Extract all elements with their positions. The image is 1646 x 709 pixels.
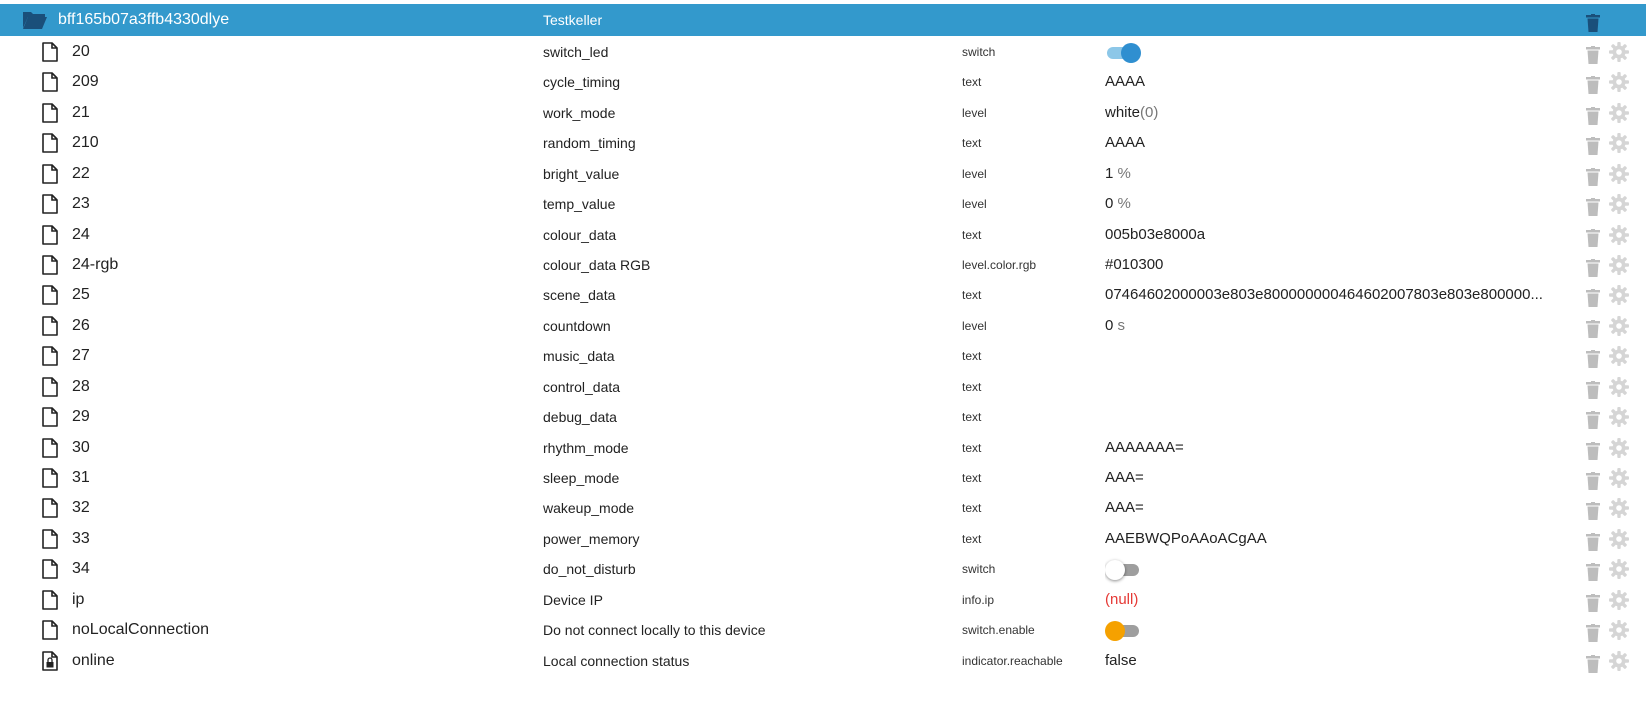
- gear-icon[interactable]: [1609, 255, 1629, 281]
- row-actions: [1584, 66, 1634, 98]
- state-id: 27: [72, 347, 90, 365]
- trash-icon[interactable]: [1586, 227, 1600, 251]
- trash-icon[interactable]: [1586, 561, 1600, 585]
- state-value[interactable]: [1105, 432, 1565, 464]
- state-name: bright_value: [543, 165, 620, 182]
- state-id: 25: [72, 286, 90, 304]
- state-row[interactable]: [0, 36, 1646, 68]
- folder-name: Testkeller: [543, 12, 603, 28]
- state-name: colour_data RGB: [543, 257, 651, 273]
- trash-icon[interactable]: [1586, 318, 1600, 342]
- state-id: 26: [72, 316, 90, 334]
- gear-icon[interactable]: [1609, 225, 1629, 251]
- trash-icon[interactable]: [1586, 12, 1600, 36]
- gear-icon[interactable]: [1609, 438, 1629, 464]
- value-text: 0: [1105, 316, 1114, 334]
- state-name: colour_data: [543, 226, 617, 243]
- state-role: text: [962, 410, 982, 425]
- value-unit: %: [1113, 164, 1131, 182]
- state-id: 31: [72, 469, 90, 487]
- state-value[interactable]: [1105, 219, 1565, 251]
- trash-icon[interactable]: [1586, 105, 1600, 129]
- state-role: text: [962, 440, 982, 455]
- file-icon: [42, 371, 60, 403]
- trash-icon[interactable]: [1586, 287, 1600, 311]
- state-id: 33: [72, 529, 90, 547]
- state-value[interactable]: [1105, 401, 1565, 433]
- state-role: level: [962, 197, 987, 212]
- file-icon: [42, 340, 60, 372]
- toggle-knob: [1105, 560, 1125, 580]
- value-text: #010300: [1105, 256, 1164, 273]
- trash-icon[interactable]: [1586, 622, 1600, 646]
- state-role: level: [962, 318, 987, 333]
- toggle-knob: [1121, 43, 1141, 63]
- state-role: text: [962, 501, 982, 516]
- gear-icon[interactable]: [1609, 164, 1629, 190]
- file-icon: [42, 432, 60, 464]
- file-icon: [42, 97, 60, 129]
- state-value[interactable]: [1105, 492, 1565, 524]
- state-name: rhythm_mode: [543, 439, 629, 456]
- state-row[interactable]: [0, 127, 1646, 159]
- state-name: random_timing: [543, 135, 636, 152]
- state-value[interactable]: [1105, 66, 1565, 98]
- state-role: text: [962, 227, 982, 242]
- file-icon: [42, 401, 60, 433]
- state-role: switch.enable: [962, 623, 1035, 638]
- state-row[interactable]: [0, 340, 1646, 372]
- state-id: 24: [72, 225, 90, 243]
- value-text: AAEBWQPoAAoACgAA: [1105, 529, 1267, 547]
- value-text: false: [1105, 651, 1137, 669]
- row-actions: [1584, 188, 1634, 220]
- file-icon: [42, 219, 60, 251]
- state-role: level.color.rgb: [962, 258, 1037, 272]
- state-id: 29: [72, 408, 90, 426]
- trash-icon[interactable]: [1586, 348, 1600, 372]
- value-unit: (0): [1140, 103, 1159, 121]
- gear-icon[interactable]: [1609, 620, 1629, 646]
- gear-icon[interactable]: [1609, 103, 1629, 129]
- state-name: temp_value: [543, 196, 616, 213]
- state-id: 32: [72, 499, 90, 517]
- state-role: info.ip: [962, 592, 995, 607]
- state-name: countdown: [543, 317, 611, 334]
- state-id: 20: [72, 43, 90, 60]
- state-value[interactable]: [1105, 279, 1565, 311]
- state-role: indicator.reachable: [962, 653, 1063, 668]
- file-icon: [42, 127, 60, 159]
- state-row[interactable]: [0, 584, 1646, 616]
- gear-icon[interactable]: [1609, 468, 1629, 494]
- row-actions: [1584, 401, 1634, 433]
- gear-icon[interactable]: [1609, 559, 1629, 585]
- file-icon: [42, 523, 60, 555]
- file-icon: [42, 553, 60, 585]
- file-icon: [42, 279, 60, 311]
- row-actions: [1584, 310, 1634, 342]
- state-value[interactable]: [1105, 36, 1565, 68]
- state-row[interactable]: [0, 553, 1646, 585]
- trash-icon[interactable]: [1586, 440, 1600, 464]
- row-actions: [1584, 279, 1634, 311]
- locked-file-icon: [42, 645, 60, 677]
- gear-icon[interactable]: [1609, 590, 1629, 616]
- gear-icon[interactable]: [1609, 285, 1629, 311]
- row-actions: [1584, 249, 1634, 281]
- row-actions: [1584, 127, 1634, 159]
- row-actions: [1584, 158, 1634, 190]
- state-row[interactable]: [0, 249, 1646, 281]
- state-name: wakeup_mode: [543, 500, 635, 517]
- state-value[interactable]: [1105, 371, 1565, 403]
- state-value[interactable]: [1105, 614, 1565, 646]
- state-row[interactable]: [0, 97, 1646, 129]
- row-actions: [1584, 340, 1634, 372]
- row-actions: [1584, 36, 1634, 68]
- row-actions: [1584, 492, 1634, 524]
- state-row[interactable]: [0, 462, 1646, 494]
- trash-icon[interactable]: [1586, 196, 1600, 220]
- state-row[interactable]: [0, 66, 1646, 98]
- state-row[interactable]: [0, 310, 1646, 342]
- state-row[interactable]: [0, 523, 1646, 555]
- value-text: 0: [1105, 195, 1114, 213]
- gear-icon[interactable]: [1609, 133, 1629, 159]
- state-value[interactable]: [1105, 310, 1565, 342]
- state-name: sleep_mode: [543, 470, 620, 487]
- state-role: switch: [962, 562, 996, 577]
- state-value[interactable]: [1105, 188, 1565, 220]
- state-row[interactable]: [0, 158, 1646, 190]
- state-id: ip: [72, 590, 85, 608]
- state-row[interactable]: [0, 645, 1646, 677]
- gear-icon[interactable]: [1609, 72, 1629, 98]
- toggle-switch[interactable]: [1105, 44, 1139, 60]
- value-text: AAAA: [1105, 73, 1146, 91]
- value-text: white: [1105, 103, 1141, 121]
- gear-icon[interactable]: [1609, 498, 1629, 524]
- state-role: switch: [962, 45, 996, 59]
- state-name: cycle_timing: [543, 74, 621, 91]
- state-row[interactable]: [0, 432, 1646, 464]
- gear-icon[interactable]: [1609, 42, 1629, 68]
- row-actions: [1584, 614, 1634, 646]
- row-actions: [1584, 371, 1634, 403]
- value-text: 005b03e8000a: [1105, 225, 1206, 243]
- state-row[interactable]: [0, 219, 1646, 251]
- toggle-switch[interactable]: [1105, 622, 1139, 638]
- trash-icon[interactable]: [1586, 470, 1600, 494]
- state-value[interactable]: [1105, 158, 1565, 190]
- value-text: 1: [1105, 164, 1114, 182]
- state-row[interactable]: [0, 371, 1646, 403]
- trash-icon[interactable]: [1586, 592, 1600, 616]
- file-icon: [42, 249, 60, 281]
- row-actions: [1584, 432, 1634, 464]
- file-icon: [42, 36, 60, 68]
- state-role: text: [962, 531, 982, 546]
- state-role: text: [962, 379, 982, 394]
- value-unit: %: [1113, 195, 1131, 213]
- folder-open-icon[interactable]: [22, 4, 50, 36]
- state-role: level: [962, 166, 987, 181]
- state-id: noLocalConnection: [72, 621, 209, 639]
- row-actions: [1584, 97, 1634, 129]
- value-text: AAAAAAA=: [1105, 438, 1184, 456]
- trash-icon[interactable]: [1586, 379, 1600, 403]
- trash-icon[interactable]: [1586, 653, 1600, 677]
- state-name: work_mode: [543, 104, 616, 121]
- state-name: control_data: [543, 378, 621, 395]
- value-text: 07464602000003e803e800000000464602007803e803e800000...: [1105, 286, 1543, 304]
- state-role: text: [962, 349, 982, 364]
- state-value[interactable]: [1105, 340, 1565, 372]
- row-actions: [1584, 645, 1634, 677]
- state-id: 22: [72, 164, 90, 182]
- row-actions: [1584, 523, 1634, 555]
- state-id: online: [72, 651, 115, 669]
- folder-id: bff165b07a3ffb4330dlye: [58, 11, 230, 28]
- file-icon: [42, 492, 60, 524]
- gear-icon[interactable]: [1609, 407, 1629, 433]
- state-name: music_data: [543, 348, 615, 365]
- gear-icon[interactable]: [1609, 651, 1629, 677]
- state-name: Local connection status: [543, 652, 690, 669]
- value-text: AAAA: [1105, 134, 1146, 152]
- gear-icon[interactable]: [1609, 377, 1629, 403]
- trash-icon[interactable]: [1586, 409, 1600, 433]
- file-icon: [42, 66, 60, 98]
- gear-icon[interactable]: [1609, 529, 1629, 555]
- state-row[interactable]: [0, 492, 1646, 524]
- file-icon: [42, 310, 60, 342]
- value-unit: s: [1113, 316, 1126, 334]
- toggle-switch[interactable]: [1105, 561, 1139, 577]
- trash-icon[interactable]: [1586, 166, 1600, 190]
- row-actions: [1584, 462, 1634, 494]
- state-name: debug_data: [543, 409, 617, 426]
- state-role: text: [962, 136, 982, 151]
- state-row[interactable]: [0, 279, 1646, 311]
- trash-icon[interactable]: [1586, 531, 1600, 555]
- state-id: 30: [72, 438, 90, 456]
- state-id: 28: [72, 377, 90, 395]
- file-icon: [42, 614, 60, 646]
- state-role: text: [962, 75, 982, 90]
- state-value[interactable]: [1105, 97, 1565, 129]
- state-name: do_not_disturb: [543, 561, 636, 578]
- trash-icon[interactable]: [1586, 74, 1600, 98]
- state-row[interactable]: [0, 614, 1646, 646]
- state-row[interactable]: [0, 401, 1646, 433]
- state-id: 21: [72, 103, 90, 121]
- row-actions: [1584, 219, 1634, 251]
- state-id: 209: [72, 73, 99, 91]
- gear-icon[interactable]: [1609, 346, 1629, 372]
- state-name: Do not connect locally to this device: [543, 622, 766, 639]
- state-id: 34: [72, 560, 90, 578]
- folder-actions: [1584, 4, 1634, 36]
- state-role: level: [962, 105, 987, 120]
- file-icon: [42, 188, 60, 220]
- row-actions: [1584, 553, 1634, 585]
- trash-icon[interactable]: [1586, 500, 1600, 524]
- state-id: 24-rgb: [72, 256, 119, 273]
- value-text: (null): [1105, 590, 1139, 608]
- value-text: AAA=: [1105, 499, 1144, 517]
- state-name: power_memory: [543, 530, 640, 547]
- state-id: 210: [72, 134, 99, 152]
- trash-icon[interactable]: [1586, 44, 1600, 68]
- state-row[interactable]: [0, 188, 1646, 220]
- state-value[interactable]: [1105, 462, 1565, 494]
- state-value[interactable]: [1105, 553, 1565, 585]
- state-value[interactable]: [1105, 523, 1565, 555]
- file-icon: [42, 584, 60, 616]
- toggle-knob: [1105, 621, 1125, 641]
- state-role: text: [962, 471, 982, 486]
- row-actions: [1584, 584, 1634, 616]
- state-value[interactable]: [1105, 127, 1565, 159]
- gear-icon[interactable]: [1609, 316, 1629, 342]
- state-role: text: [962, 288, 982, 303]
- gear-icon[interactable]: [1609, 194, 1629, 220]
- trash-icon[interactable]: [1586, 257, 1600, 281]
- file-icon: [42, 158, 60, 190]
- state-name: Device IP: [543, 591, 603, 608]
- folder-row[interactable]: [0, 4, 1646, 36]
- value-text: AAA=: [1105, 469, 1144, 487]
- trash-icon[interactable]: [1586, 135, 1600, 159]
- state-value[interactable]: [1105, 645, 1565, 677]
- state-name: scene_data: [543, 287, 616, 304]
- file-icon: [42, 462, 60, 494]
- state-value[interactable]: [1105, 584, 1565, 616]
- state-name: switch_led: [543, 44, 609, 60]
- state-id: 23: [72, 195, 90, 213]
- state-value[interactable]: [1105, 249, 1565, 281]
